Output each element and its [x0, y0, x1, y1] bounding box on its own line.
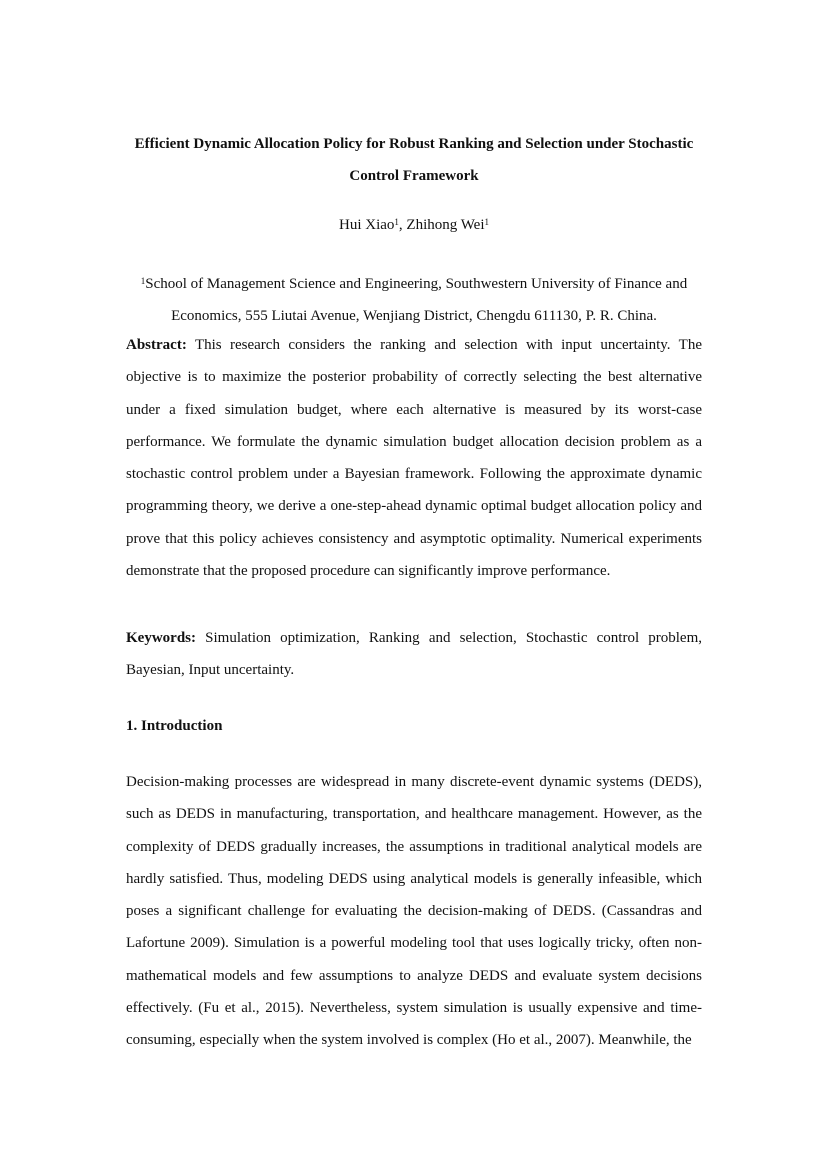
keywords-text: Simulation optimization, Ranking and selection, Stochastic control problem, Bayesian, Input uncertainty. [126, 630, 703, 679]
author-separator: , [398, 217, 407, 233]
keywords [126, 622, 702, 687]
paper-title: Efficient Dynamic Allocation Policy for Robust Ranking and Selection under Stochastic Control Framework [134, 136, 694, 184]
affiliation [126, 268, 702, 332]
keywords-label: Keywords: [126, 630, 196, 646]
affiliation-text: School of Management Science and Engineering, Southwestern University of Finance and Economics, 555 Liutai Avenue, Wenjiang District, Chengdu 611130, P. R. China. [145, 276, 688, 324]
abstract-text: This research considers the ranking and selection with input uncertainty. The objective is to maximize the posterior probability of correctly selecting the best alternative under a fixed simulation budget, where each alternative is measured by its worst-case performance. We formulate the dynamic simulation budget allocation decision problem as a stochastic control problem under a Bayesian framework. Following the approximate dynamic programming theory, we derive a one-step-ahead dynamic optimal budget allocation policy and prove that this policy achieves consistency and asymptotic optimality. Numerical experiments demonstrate that the proposed procedure can significantly improve performance. [126, 337, 702, 580]
affiliation-mark: 1 [140, 276, 146, 286]
introduction-paragraph: Decision-making processes are widespread in many discrete-event dynamic systems (DEDS), such as DEDS in manufacturing, transportation, and healthcare management. However, as the complexity of DEDS gradually increases, the assumptions in traditional analytical models are hardly satisfied. Thus, modeling DEDS using analytical models is generally infeasible, which poses a significant challenge for evaluating the decision-making of DEDS. (Cassandras and Lafortune 2009). Simulation is a powerful modeling tool that uses logically tricky, often non-mathematical models and few assumptions to analyze DEDS and evaluate system decisions effectively. (Fu et al., 2015). Nevertheless, system simulation is usually expensive and time-consuming, especially when the system involved is complex (Ho et al., 2007). Meanwhile, the [126, 774, 702, 1049]
author-name: Hui Xiao [338, 217, 395, 233]
affiliation-mark: 1 [484, 217, 489, 227]
author-list [0, 214, 828, 236]
abstract [126, 329, 702, 587]
abstract-label: Abstract: [126, 337, 187, 353]
section-heading-introduction: 1. Introduction [126, 718, 223, 734]
affiliation-mark: 1 [394, 217, 399, 227]
author-name: Zhihong Wei [406, 217, 485, 233]
